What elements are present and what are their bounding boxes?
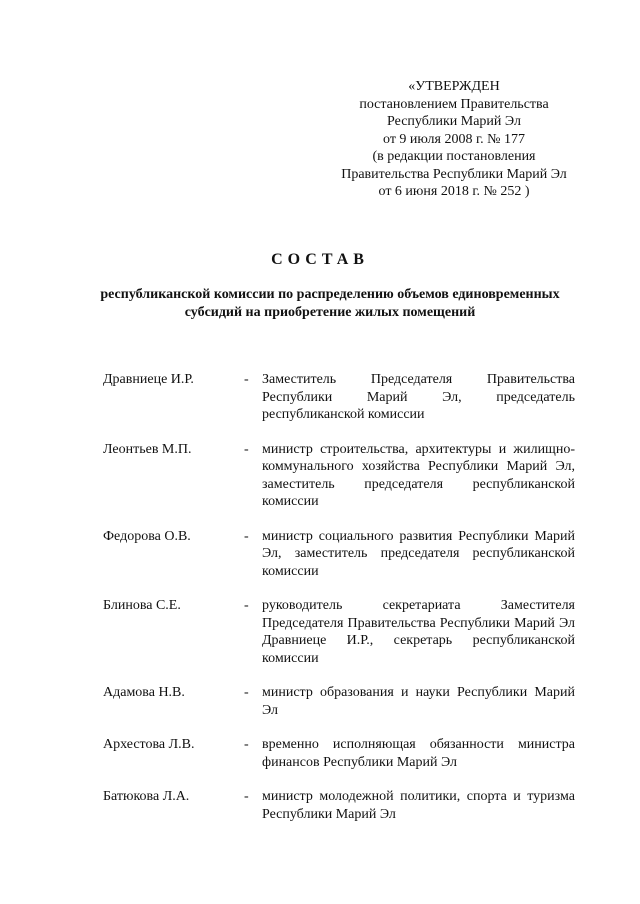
member-dash: - [244,598,249,613]
member-name: Адамова Н.В. [103,685,185,700]
approval-stamp [330,78,578,201]
member-role: министр социального развития Республики Марий Эл, заместитель председателя республиканской комиссии [262,528,575,579]
approval-line: от 9 июля 2008 г. № 177 [383,131,525,147]
approval-line: от 6 июня 2018 г. № 252 ) [378,184,530,199]
member-row [103,788,575,823]
member-dash: - [244,441,249,457]
member-row [103,528,575,581]
member-name: Батюкова Л.А. [103,789,190,804]
member-name: Архестова Л.В. [103,737,195,752]
member-dash: - [244,685,249,700]
member-name: Леонтьев М.П. [103,441,192,457]
member-row [103,371,575,424]
member-row [103,684,575,719]
member-role: министр молодежной политики, спорта и туризма Республики Марий Эл [262,789,575,822]
member-role: министр образования и науки Республики Марий Эл [262,685,575,718]
approval-line: (в редакции постановления [372,149,536,164]
member-row [103,597,575,667]
member-role: временно исполняющая обязанности министра финансов Республики Марий Эл [262,737,575,770]
document-subtitle: республиканской комиссии по распределению объемов единовременных субсидий на приобретение жилых помещений [100,287,560,320]
approval-line: постановлением Правительства [359,96,549,112]
member-name: Блинова С.Е. [103,598,181,613]
member-role: руководитель секретариата Заместителя Председателя Правительства Республики Марий Эл Дравниеце И.Р., секретарь республиканской комиссии [262,598,575,666]
member-dash: - [244,789,249,804]
member-row [103,441,575,511]
approval-line: «УТВЕРЖДЕН [408,79,500,94]
member-role: Заместитель Председателя Правительства Республики Марий Эл, председатель республиканской комиссии [262,372,575,422]
approval-line: Правительства Республики Марий Эл [341,166,567,182]
member-name: Дравниеце И.Р. [103,372,194,387]
approval-line: Республики Марий Эл [387,114,521,129]
member-role: министр строительства, архитектуры и жилищно-коммунального хозяйства Республики Марий Эл, заместитель председателя республиканской комиссии [262,441,575,509]
member-dash: - [244,528,249,544]
member-dash: - [244,372,249,387]
member-name: Федорова О.В. [103,528,191,544]
member-dash: - [244,737,249,752]
members-list [103,371,575,840]
member-row [103,736,575,771]
document-title: СОСТАВ [271,251,369,268]
